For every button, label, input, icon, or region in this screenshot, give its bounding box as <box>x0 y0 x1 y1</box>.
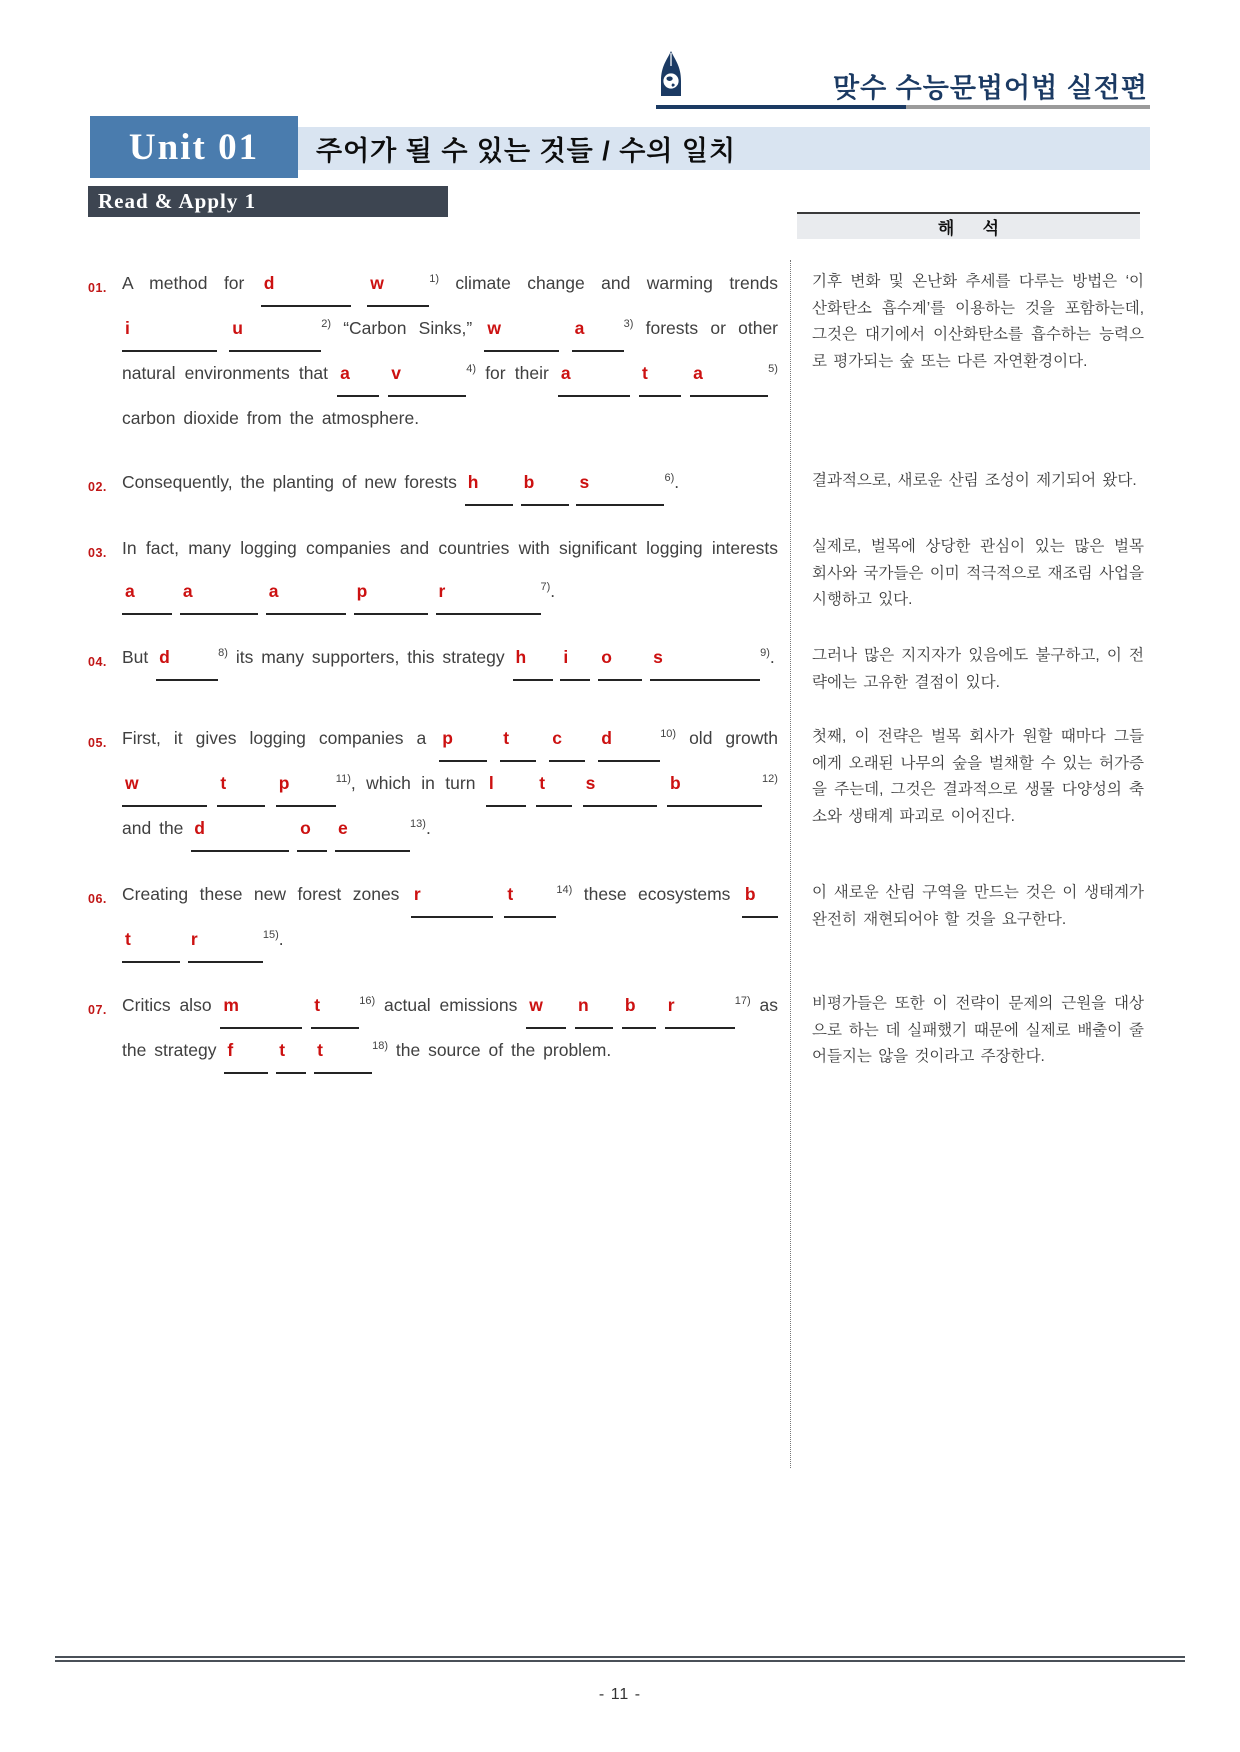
blank-letter: r <box>413 884 421 904</box>
english-sentence: 03. In fact, many logging companies and countries with significant logging interests a a a p r $^{7)}$. <box>88 527 778 615</box>
fill-blank <box>576 461 664 506</box>
item-number: 04. <box>88 655 107 669</box>
blank-letter: s <box>579 472 590 492</box>
item-number: 07. <box>88 1003 107 1017</box>
blank-letter: e <box>338 818 348 838</box>
blank-footnote-number: 3) <box>623 318 634 331</box>
blank-letter: u <box>232 318 243 338</box>
fill-blank <box>667 762 762 807</box>
english-sentence: 06. Creating these new forest zones r t $^{14)}$ these ecosystems b t r $^{15)}$. <box>88 873 778 963</box>
sentence-item <box>88 527 1144 615</box>
fill-blank <box>536 762 572 807</box>
fill-blank <box>513 636 553 681</box>
fill-blank <box>526 984 566 1029</box>
english-sentence: 02. Consequently, the planting of new forests h b s $^{6)}$. <box>88 461 778 506</box>
fill-blank <box>411 873 493 918</box>
korean-translation: 이 새로운 산림 구역을 만드는 것은 이 생태계가 완전히 재현되어야 할 것을 요구한다. <box>812 884 1144 928</box>
fill-blank <box>486 762 526 807</box>
fill-blank <box>583 762 657 807</box>
blank-footnote-number: 18) <box>372 1040 388 1053</box>
blank-letter: t <box>279 1040 286 1060</box>
blank-letter: h <box>467 472 479 492</box>
fill-blank <box>504 873 556 918</box>
footer-rule <box>55 1656 1185 1662</box>
blank-letter: a <box>268 581 279 601</box>
blank-letter: a <box>340 363 350 383</box>
english-sentence: 01. A method for d w $^{1)}$ climate change and warming trends i u $^{2)}$ “Carbon Sinks,” w a $^{3)}$ forests or other natural environments that a v $^{4)}$ for their a t a $^{5)}$ carbon dioxide from the atmosphere. <box>88 262 778 440</box>
fill-blank <box>122 570 172 615</box>
blank-letter: r <box>190 929 198 949</box>
sentence-item <box>88 461 1144 506</box>
fill-blank <box>560 636 590 681</box>
fill-blank <box>180 570 258 615</box>
blank-letter: a <box>693 363 703 383</box>
item-number: 06. <box>88 892 107 906</box>
korean-translation: 결과적으로, 새로운 산림 조성이 제기되어 왔다. <box>812 472 1137 489</box>
fill-blank <box>521 461 569 506</box>
blank-letter: w <box>487 318 501 338</box>
blank-letter: h <box>515 647 527 667</box>
item-number: 03. <box>88 546 107 560</box>
blank-letter: m <box>223 995 239 1015</box>
blank-footnote-number: 14) <box>556 884 573 897</box>
fill-blank <box>261 262 351 307</box>
blank-footnote-number: 2) <box>321 318 331 331</box>
section-badge: Read & Apply 1 <box>88 186 448 217</box>
fill-blank <box>436 570 541 615</box>
blank-letter: b <box>670 773 681 793</box>
blank-letter: w <box>529 995 543 1015</box>
blank-letter: w <box>125 773 139 793</box>
blank-letter: t <box>642 363 648 383</box>
sentence-item <box>88 873 1144 963</box>
blank-letter: c <box>552 728 562 748</box>
fill-blank <box>665 984 735 1029</box>
blank-footnote-number: 8) <box>218 647 228 660</box>
blank-letter: r <box>438 581 446 601</box>
blank-letter: i <box>563 647 569 667</box>
fill-blank <box>122 307 217 352</box>
header-rule-gray <box>906 105 1150 109</box>
fill-blank <box>122 918 180 963</box>
fill-blank <box>156 636 218 681</box>
blank-letter: b <box>523 472 535 492</box>
fill-blank <box>558 352 630 397</box>
fill-blank <box>598 717 660 762</box>
unit-title-strip <box>298 127 1150 170</box>
blank-footnote-number: 9) <box>760 647 770 660</box>
blank-footnote-number: 16) <box>359 995 376 1008</box>
fill-blank <box>297 807 327 852</box>
blank-letter: p <box>356 581 368 601</box>
sentence-item <box>88 636 1144 696</box>
fill-blank <box>690 352 768 397</box>
blank-letter: a <box>574 318 585 338</box>
blank-letter: t <box>314 995 321 1015</box>
blank-letter: a <box>182 581 193 601</box>
items-list <box>88 262 1144 1095</box>
fill-blank <box>314 1029 372 1074</box>
fill-blank <box>276 1029 306 1074</box>
blank-letter: d <box>601 728 612 748</box>
blank-letter: i <box>125 318 130 338</box>
sentence-item <box>88 984 1144 1074</box>
pen-nib-globe-logo-icon <box>656 50 686 111</box>
blank-letter: t <box>507 884 514 904</box>
korean-translation: 비평가들은 또한 이 전략이 문제의 근원을 대상으로 하는 데 실패했기 때문에 실제로 배출이 줄어들지는 않을 것이라고 주장한다. <box>812 995 1144 1065</box>
blank-footnote-number: 7) <box>540 581 551 594</box>
fill-blank <box>367 262 429 307</box>
fill-blank <box>439 717 487 762</box>
fill-blank <box>742 873 778 918</box>
blank-letter: t <box>539 773 546 793</box>
blank-footnote-number: 4) <box>466 363 477 376</box>
fill-blank <box>229 307 321 352</box>
blank-letter: d <box>194 818 205 838</box>
blank-footnote-number: 17) <box>734 995 751 1008</box>
fill-blank <box>217 762 265 807</box>
blank-footnote-number: 13) <box>410 818 426 831</box>
english-sentence: 07. Critics also m t $^{16)}$ actual emissions w n b r $^{17)}$ as the strategy f t t $^{18)}$ the source of the problem. <box>88 984 778 1074</box>
blank-letter: p <box>278 773 290 793</box>
sentence-item <box>88 262 1144 440</box>
blank-letter: b <box>744 884 756 904</box>
fill-blank <box>598 636 642 681</box>
blank-letter: t <box>220 773 227 793</box>
blank-letter: t <box>317 1040 323 1060</box>
translation-header: 해 석 <box>797 212 1140 239</box>
fill-blank <box>622 984 656 1029</box>
blank-letter: f <box>227 1040 234 1060</box>
fill-blank <box>224 1029 268 1074</box>
fill-blank <box>650 636 760 681</box>
blank-letter: r <box>667 995 675 1015</box>
blank-letter: b <box>624 995 636 1015</box>
fill-blank <box>572 307 624 352</box>
fill-blank <box>354 570 428 615</box>
blank-letter: s <box>585 773 596 793</box>
blank-footnote-number: 12) <box>762 773 778 786</box>
header-rule <box>656 105 1150 109</box>
blank-letter: o <box>300 818 311 838</box>
fill-blank <box>484 307 559 352</box>
book-title: 맞수 수능문법어법 실전편 <box>833 73 1148 103</box>
blank-letter: a <box>125 581 135 601</box>
blank-letter: a <box>560 363 571 383</box>
item-number: 01. <box>88 281 107 295</box>
fill-blank <box>465 461 513 506</box>
fill-blank <box>639 352 681 397</box>
blank-letter: t <box>125 929 131 949</box>
fill-blank <box>337 352 379 397</box>
fill-blank <box>549 717 585 762</box>
blank-letter: v <box>391 363 402 383</box>
item-number: 02. <box>88 480 107 494</box>
blank-footnote-number: 11) <box>335 773 351 786</box>
unit-title: 주어가 될 수 있는 것들 / 수의 일치 <box>316 136 737 166</box>
korean-translation: 그러나 많은 지지자가 있음에도 불구하고, 이 전략에는 고유한 결점이 있다. <box>812 647 1144 691</box>
unit-badge: Unit 01 <box>90 116 298 178</box>
blank-footnote-number: 15) <box>262 929 279 942</box>
fill-blank <box>500 717 536 762</box>
blank-footnote-number: 6) <box>664 472 675 485</box>
blank-letter: o <box>601 647 612 667</box>
blank-letter: l <box>488 773 494 793</box>
english-sentence: 05. First, it gives logging companies a p t c d $^{10)}$ old growth w t p $^{11)}$, which in turn l t s b $^{12)}$ and the d o e $^{13)}$. <box>88 717 778 852</box>
fill-blank <box>191 807 289 852</box>
item-number: 05. <box>88 736 107 750</box>
sentence-item <box>88 717 1144 852</box>
blank-letter: s <box>653 647 663 667</box>
fill-blank <box>575 984 613 1029</box>
fill-blank <box>122 762 207 807</box>
blank-letter: d <box>263 273 275 293</box>
blank-footnote-number: 1) <box>429 273 439 286</box>
english-sentence: 04. But d $^{8)}$ its many supporters, this strategy h i o s $^{9)}$. <box>88 636 778 696</box>
fill-blank <box>276 762 336 807</box>
page-number: - 11 - <box>598 1686 642 1703</box>
fill-blank <box>388 352 466 397</box>
blank-footnote-number: 5) <box>768 363 778 376</box>
header-rule-blue <box>656 105 906 109</box>
blank-letter: t <box>503 728 510 748</box>
blank-letter: n <box>578 995 589 1015</box>
fill-blank <box>311 984 359 1029</box>
blank-letter: p <box>442 728 453 748</box>
korean-translation: 첫째, 이 전략은 벌목 회사가 원할 때마다 그들에게 오래된 나무의 숲을 벌채할 수 있는 허가증을 주는데, 그것은 결과적으로 생물 다양성의 축소와 생태계 파괴로 이어진다. <box>812 728 1144 825</box>
fill-blank <box>188 918 263 963</box>
fill-blank <box>266 570 346 615</box>
fill-blank <box>335 807 410 852</box>
blank-letter: w <box>370 273 384 293</box>
fill-blank <box>220 984 302 1029</box>
korean-translation: 기후 변화 및 온난화 추세를 다루는 방법은 ‘이산화탄소 흡수계’를 이용하는 것을 포함하는데, 그것은 대기에서 이산화탄소를 흡수하는 능력으로 평가되는 숲 또는 다른 자연환경이다. <box>812 273 1144 370</box>
blank-footnote-number: 10) <box>660 728 677 741</box>
blank-letter: d <box>159 647 170 667</box>
korean-translation: 실제로, 벌목에 상당한 관심이 있는 많은 벌목 회사와 국가들은 이미 적극적으로 재조림 사업을 시행하고 있다. <box>812 538 1144 608</box>
